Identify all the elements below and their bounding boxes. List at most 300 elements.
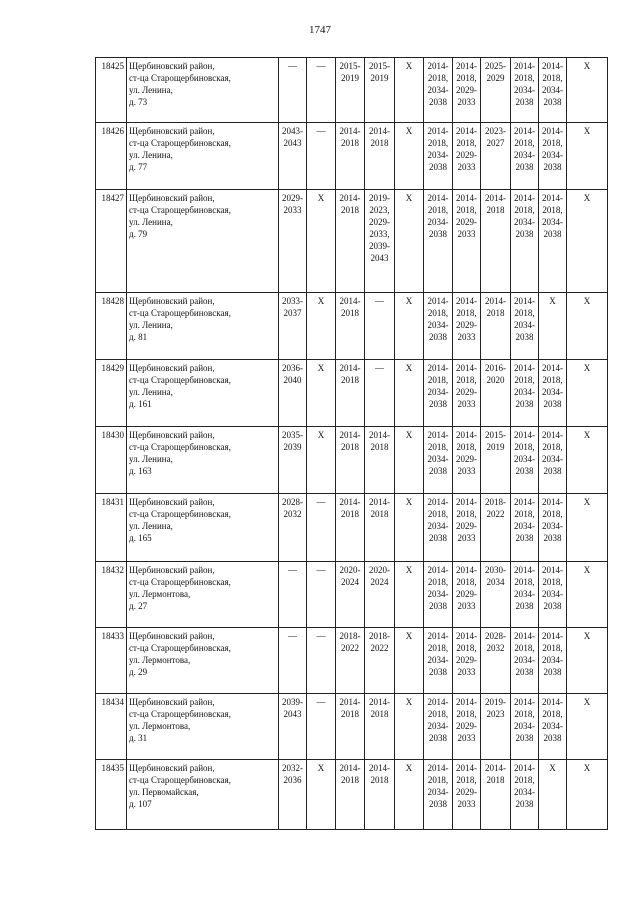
address-line: д. 73 xyxy=(129,97,148,107)
period-line: 2038 xyxy=(543,601,562,611)
address-line: д. 31 xyxy=(129,733,148,743)
period-line: X xyxy=(583,497,591,507)
period-cell xyxy=(395,628,424,694)
period-line: X xyxy=(317,296,325,306)
address-line: ул. Ленина, xyxy=(129,85,173,95)
period-cell xyxy=(395,494,424,562)
row-id-cell: 18435 xyxy=(96,760,127,830)
period-line: X xyxy=(583,697,591,707)
period-cell xyxy=(307,293,336,360)
period-line: 2033 xyxy=(457,733,476,743)
period-line: 2033- xyxy=(282,296,303,306)
address-line: ул. Ленина, xyxy=(129,454,173,464)
period-line: 2038 xyxy=(543,97,562,107)
period-cell xyxy=(567,694,608,760)
period-line: — xyxy=(375,363,384,373)
period-line: 2032 xyxy=(486,643,505,653)
period-line: 2038 xyxy=(515,399,534,409)
period-line: 2029- xyxy=(456,150,477,160)
row-id-cell: 18434 xyxy=(96,694,127,760)
period-cell xyxy=(395,760,424,830)
address-line: д. 27 xyxy=(129,601,148,611)
period-line: 2034- xyxy=(514,787,535,797)
period-cell xyxy=(336,293,365,360)
period-cell xyxy=(365,360,395,427)
period-line: 2014- xyxy=(427,565,449,575)
period-line: — xyxy=(375,296,384,306)
period-line: X xyxy=(583,430,591,440)
period-line: 2038 xyxy=(543,162,562,172)
period-line: 2038 xyxy=(543,733,562,743)
period-line: 2014- xyxy=(542,363,563,373)
row-id-cell: 18425 xyxy=(96,58,127,123)
period-line: 2033 xyxy=(457,332,476,342)
period-line: 2034- xyxy=(542,150,563,160)
address-cell xyxy=(127,293,279,360)
period-line: 2034- xyxy=(427,655,449,665)
period-line: 2034- xyxy=(514,320,535,330)
period-cell xyxy=(539,628,567,694)
period-line: 2014- xyxy=(427,697,449,707)
period-line: 2038 xyxy=(515,162,534,172)
period-line: 2018, xyxy=(514,138,535,148)
period-cell xyxy=(279,562,307,628)
period-line: 2034- xyxy=(427,85,449,95)
period-cell xyxy=(424,427,453,494)
period-cell xyxy=(365,293,395,360)
period-line: 2033 xyxy=(457,799,476,809)
period-line: 2019- xyxy=(485,697,506,707)
period-line: 2033, xyxy=(369,229,390,239)
period-line: 2036- xyxy=(282,363,303,373)
period-line: 2014- xyxy=(514,565,535,575)
period-line: 2018, xyxy=(514,205,535,215)
period-line: 2024 xyxy=(370,577,389,587)
period-cell xyxy=(567,427,608,494)
period-line: X xyxy=(405,497,413,507)
table-row xyxy=(96,293,608,360)
period-line: 2038 xyxy=(515,466,534,476)
period-cell xyxy=(567,58,608,123)
period-line: X xyxy=(583,631,591,641)
period-line: 2014- xyxy=(427,430,449,440)
period-line: 2018- xyxy=(339,631,361,641)
period-cell xyxy=(539,760,567,830)
period-line: 2038 xyxy=(429,229,447,239)
table-row xyxy=(96,494,608,562)
period-cell xyxy=(511,360,539,427)
period-line: 2019 xyxy=(486,442,505,452)
schedule-table xyxy=(95,57,608,830)
period-cell xyxy=(567,760,608,830)
period-line: 2034- xyxy=(542,721,563,731)
period-line: X xyxy=(549,763,556,773)
period-cell xyxy=(424,360,453,427)
address-line: Щербиновский район, xyxy=(129,565,215,575)
address-cell xyxy=(127,58,279,123)
period-line: 2018 xyxy=(341,509,359,519)
period-line: 2034- xyxy=(514,454,535,464)
period-line: 2014- xyxy=(339,430,361,440)
period-line: 2014- xyxy=(456,296,477,306)
row-id-cell: 18432 xyxy=(96,562,127,628)
period-cell xyxy=(539,190,567,293)
period-line: 2038 xyxy=(515,733,534,743)
period-cell xyxy=(365,190,395,293)
address-line: Щербиновский район, xyxy=(129,697,215,707)
period-line: 2014- xyxy=(485,763,506,773)
period-cell xyxy=(453,427,481,494)
period-line: 2018, xyxy=(427,509,449,519)
period-cell xyxy=(365,628,395,694)
period-line: 2033 xyxy=(457,229,476,239)
table-row xyxy=(96,58,608,123)
address-line: ст-ца Старощербиновская, xyxy=(129,509,231,519)
period-line: 2038 xyxy=(543,533,562,543)
period-cell xyxy=(336,694,365,760)
period-line: 2018, xyxy=(542,205,563,215)
period-line: 2038 xyxy=(515,332,534,342)
period-line: 2033 xyxy=(457,533,476,543)
period-line: 2018 xyxy=(486,775,505,785)
period-line: — xyxy=(288,61,297,71)
period-line: 2038 xyxy=(515,601,534,611)
period-line: 2043 xyxy=(370,253,389,263)
period-cell xyxy=(511,123,539,190)
period-cell xyxy=(279,293,307,360)
period-line: 2018 xyxy=(341,375,359,385)
period-cell xyxy=(395,427,424,494)
period-line: 2043 xyxy=(283,709,302,719)
period-cell xyxy=(279,760,307,830)
period-line: 2018, xyxy=(514,73,535,83)
period-cell xyxy=(336,123,365,190)
period-cell xyxy=(365,562,395,628)
address-line: Щербиновский район, xyxy=(129,61,215,71)
period-line: 2018, xyxy=(456,138,477,148)
period-line: 2014- xyxy=(339,497,361,507)
period-line: 2018 xyxy=(486,308,505,318)
period-cell xyxy=(539,360,567,427)
period-cell xyxy=(365,58,395,123)
period-line: 2034- xyxy=(427,217,449,227)
period-line: 2034- xyxy=(427,150,449,160)
period-line: 2018, xyxy=(514,375,535,385)
period-cell xyxy=(481,190,511,293)
period-cell xyxy=(567,123,608,190)
period-line: 2038 xyxy=(543,399,562,409)
address-line: ст-ца Старощербиновская, xyxy=(129,138,231,148)
period-line: 2018, xyxy=(456,442,477,452)
period-line: 2014- xyxy=(514,763,535,773)
period-cell xyxy=(539,694,567,760)
period-line: 2038 xyxy=(429,466,447,476)
period-cell xyxy=(453,494,481,562)
period-cell xyxy=(511,694,539,760)
period-line: 2038 xyxy=(429,399,447,409)
period-line: X xyxy=(317,430,325,440)
address-line: ст-ца Старощербиновская, xyxy=(129,775,231,785)
period-line: 2038 xyxy=(515,97,534,107)
period-line: 2020 xyxy=(486,375,505,385)
address-line: ст-ца Старощербиновская, xyxy=(129,375,231,385)
period-line: 2029- xyxy=(456,787,477,797)
period-line: 2018, xyxy=(542,442,563,452)
period-line: 2043 xyxy=(283,138,302,148)
address-line: д. 107 xyxy=(129,799,152,809)
period-line: X xyxy=(583,61,591,71)
period-line: 2032 xyxy=(283,509,302,519)
period-line: — xyxy=(316,565,326,575)
period-line: 2014- xyxy=(339,697,361,707)
address-line: ул. Лермонтова, xyxy=(129,589,191,599)
table-row xyxy=(96,694,608,760)
period-line: 2014- xyxy=(456,631,477,641)
period-line: 2018, xyxy=(456,375,477,385)
period-cell xyxy=(279,494,307,562)
period-line: 2038 xyxy=(429,332,447,342)
period-cell xyxy=(365,760,395,830)
period-cell xyxy=(424,190,453,293)
period-line: 2034- xyxy=(514,387,535,397)
period-cell xyxy=(279,360,307,427)
period-line: 2014- xyxy=(485,193,506,203)
period-cell xyxy=(453,562,481,628)
table-row xyxy=(96,562,608,628)
period-cell xyxy=(453,760,481,830)
period-cell xyxy=(424,562,453,628)
period-cell xyxy=(481,58,511,123)
period-line: 2014- xyxy=(542,193,563,203)
period-line: 2018, xyxy=(427,709,449,719)
period-line: 2018 xyxy=(486,205,505,215)
period-cell xyxy=(307,494,336,562)
period-line: 2014- xyxy=(369,126,390,136)
period-line: 2018 xyxy=(370,138,389,148)
period-line: 2023, xyxy=(369,205,390,215)
period-line: 2019 xyxy=(370,73,389,83)
period-cell xyxy=(395,694,424,760)
period-cell xyxy=(481,628,511,694)
period-cell xyxy=(481,293,511,360)
address-line: Щербиновский район, xyxy=(129,631,215,641)
address-line: д. 81 xyxy=(129,332,148,342)
period-cell xyxy=(481,427,511,494)
period-cell xyxy=(307,694,336,760)
period-cell xyxy=(307,360,336,427)
period-cell xyxy=(511,427,539,494)
period-line: 2014- xyxy=(369,430,390,440)
period-line: 2033 xyxy=(283,205,302,215)
period-line: X xyxy=(405,430,413,440)
period-line: 2014- xyxy=(427,763,449,773)
period-line: 2034- xyxy=(514,655,535,665)
address-line: Щербиновский район, xyxy=(129,430,215,440)
period-line: 2029 xyxy=(486,73,505,83)
period-line: 2018, xyxy=(514,775,535,785)
period-line: X xyxy=(405,697,413,707)
address-cell xyxy=(127,494,279,562)
period-line: 2014- xyxy=(514,61,535,71)
period-line: 2029- xyxy=(456,521,477,531)
period-line: — xyxy=(316,697,326,707)
period-cell xyxy=(567,360,608,427)
period-line: 2014- xyxy=(427,126,449,136)
period-line: 2018, xyxy=(427,138,449,148)
period-cell xyxy=(336,58,365,123)
period-line: 2018, xyxy=(514,442,535,452)
period-line: 2029- xyxy=(456,217,477,227)
period-line: 2018 xyxy=(341,205,359,215)
period-line: 2018 xyxy=(341,442,359,452)
address-cell xyxy=(127,628,279,694)
table-row xyxy=(96,190,608,293)
period-line: 2014- xyxy=(542,430,563,440)
period-line: 2018, xyxy=(427,775,449,785)
period-line: 2018, xyxy=(427,375,449,385)
period-cell xyxy=(336,494,365,562)
period-line: 2033 xyxy=(457,162,476,172)
period-line: X xyxy=(405,631,413,641)
period-line: 2029- xyxy=(456,454,477,464)
period-line: 2018, xyxy=(542,73,563,83)
period-cell xyxy=(424,58,453,123)
period-cell xyxy=(511,58,539,123)
period-cell xyxy=(424,628,453,694)
period-cell xyxy=(481,360,511,427)
period-line: 2018 xyxy=(370,509,389,519)
period-cell xyxy=(481,694,511,760)
period-cell xyxy=(307,58,336,123)
period-cell xyxy=(307,562,336,628)
period-line: 2018, xyxy=(514,577,535,587)
period-line: 2030- xyxy=(485,565,506,575)
period-cell xyxy=(539,494,567,562)
period-line: 2038 xyxy=(515,799,534,809)
period-line: 2018- xyxy=(485,497,506,507)
period-line: 2024 xyxy=(341,577,359,587)
period-cell xyxy=(365,694,395,760)
period-cell xyxy=(511,494,539,562)
address-line: ул. Ленина, xyxy=(129,150,173,160)
period-line: X xyxy=(405,296,413,306)
period-cell xyxy=(539,58,567,123)
period-line: — xyxy=(316,497,326,507)
period-line: 2034- xyxy=(427,721,449,731)
period-line: 2029- xyxy=(456,721,477,731)
period-line: X xyxy=(583,763,591,773)
period-line: 2040 xyxy=(283,375,302,385)
period-line: 2034- xyxy=(427,787,449,797)
period-line: 2014- xyxy=(369,763,390,773)
period-line: 2018, xyxy=(456,709,477,719)
period-line: 2018, xyxy=(456,205,477,215)
period-line: 2014- xyxy=(427,61,449,71)
period-line: — xyxy=(288,565,297,575)
period-cell xyxy=(365,427,395,494)
period-cell xyxy=(481,494,511,562)
period-cell xyxy=(567,562,608,628)
period-cell xyxy=(481,562,511,628)
period-cell xyxy=(395,190,424,293)
period-cell xyxy=(336,190,365,293)
period-line: 2038 xyxy=(429,799,447,809)
period-line: 2029- xyxy=(456,387,477,397)
period-cell xyxy=(336,562,365,628)
period-cell xyxy=(424,694,453,760)
period-cell xyxy=(511,628,539,694)
period-line: 2018- xyxy=(369,631,390,641)
period-line: 2033 xyxy=(457,97,476,107)
period-line: 2029- xyxy=(456,85,477,95)
period-line: 2023- xyxy=(485,126,506,136)
period-line: 2018, xyxy=(456,73,477,83)
period-line: 2018, xyxy=(514,643,535,653)
period-line: 2018, xyxy=(456,643,477,653)
address-line: д. 163 xyxy=(129,466,152,476)
period-line: 2014- xyxy=(514,193,535,203)
period-line: 2038 xyxy=(515,667,534,677)
table-row xyxy=(96,360,608,427)
address-line: ст-ца Старощербиновская, xyxy=(129,205,231,215)
address-line: д. 29 xyxy=(129,667,148,677)
period-line: 2034- xyxy=(514,150,535,160)
period-line: 2034- xyxy=(542,655,563,665)
period-line: 2015- xyxy=(485,430,506,440)
period-line: 2014- xyxy=(339,363,361,373)
row-id-cell: 18433 xyxy=(96,628,127,694)
period-line: 2019 xyxy=(341,73,359,83)
period-cell xyxy=(336,628,365,694)
address-line: Щербиновский район, xyxy=(129,763,215,773)
period-line: 2033 xyxy=(457,466,476,476)
period-line: X xyxy=(405,193,413,203)
period-cell xyxy=(511,760,539,830)
table-row xyxy=(96,123,608,190)
period-line: 2014- xyxy=(514,363,535,373)
period-cell xyxy=(395,123,424,190)
period-line: 2027 xyxy=(486,138,505,148)
period-line: 2038 xyxy=(429,97,447,107)
period-line: 2038 xyxy=(429,601,447,611)
period-cell xyxy=(567,494,608,562)
period-cell xyxy=(453,190,481,293)
address-line: ул. Первомайская, xyxy=(129,787,199,797)
period-line: 2036 xyxy=(283,775,302,785)
period-line: 2014- xyxy=(485,296,506,306)
period-line: 2034- xyxy=(542,454,563,464)
period-line: 2014- xyxy=(514,497,535,507)
address-line: ст-ца Старощербиновская, xyxy=(129,442,231,452)
address-cell xyxy=(127,190,279,293)
period-line: 2018 xyxy=(341,138,359,148)
period-line: 2014- xyxy=(456,193,477,203)
address-line: ст-ца Старощербиновская, xyxy=(129,643,231,653)
period-line: X xyxy=(405,565,413,575)
period-line: 2014- xyxy=(339,763,361,773)
period-line: 2018, xyxy=(456,775,477,785)
period-cell xyxy=(307,123,336,190)
period-line: X xyxy=(317,363,325,373)
period-line: X xyxy=(583,363,591,373)
period-cell xyxy=(424,293,453,360)
period-cell xyxy=(365,494,395,562)
row-id-cell: 18427 xyxy=(96,190,127,293)
address-line: ул. Ленина, xyxy=(129,320,173,330)
table-row xyxy=(96,628,608,694)
period-line: 2018, xyxy=(542,509,563,519)
period-line: 2033 xyxy=(457,667,476,677)
